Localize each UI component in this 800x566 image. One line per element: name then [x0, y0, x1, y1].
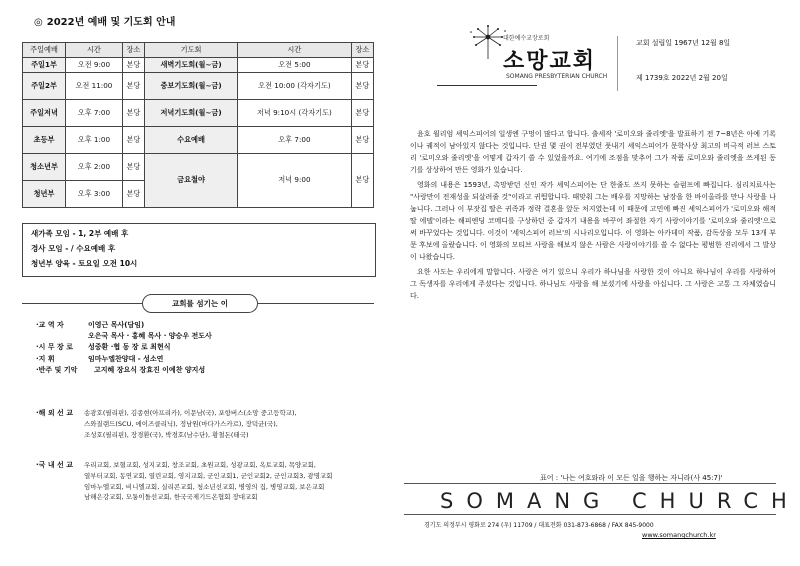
- worship-time: 오전 11:00: [66, 73, 123, 100]
- schedule-table: [22, 42, 374, 208]
- col-header: 시간: [238, 43, 352, 58]
- mission-line: 송광호(필리핀), 김종현(아프리카), 이문남(국), 포항버스(소망 중고등학교),: [84, 409, 297, 417]
- servants-list: [36, 320, 376, 376]
- mission-line: 임마누엘교회, 비니엘교회, 실리콘교회, 청소년선교회, 병영의 집, 병영교회, 보은교회: [84, 482, 325, 491]
- worship-name: 주일2부: [23, 73, 66, 100]
- mission-line: 남해은강교회, 모퉁이돌선교회, 한국국제기드온협회 장대교회: [84, 492, 258, 501]
- prayer-time: 오전 10:00 (각자기도): [238, 73, 352, 100]
- sermon-text: [410, 128, 776, 305]
- prayer-time: 저녁 9:00: [238, 154, 352, 208]
- schedule-title: ◎ 2022년 예배 및 기도회 안내: [34, 17, 176, 28]
- event-item: 경사 모임 - / 수요예배 후: [31, 244, 116, 253]
- col-header: 주일예배: [23, 43, 66, 58]
- prayer-name: 금요철야: [145, 154, 238, 208]
- worship-name: 주일1부: [23, 58, 66, 73]
- col-header: 기도회: [145, 43, 238, 58]
- servant-row: ·반주 및 기악 고지혜 장요식 장효진 이예찬 양지성: [36, 365, 206, 374]
- worship-name: 초등부: [23, 127, 66, 154]
- mission-line: 스와질랜드(SCU, 에이즈클리닉), 정남원(마다가스카르), 장덕균(국),: [84, 420, 278, 429]
- church-name-banner: SOMANG CHURCH: [440, 489, 800, 513]
- target-icon: ◎: [34, 17, 43, 28]
- paragraph: 윤호 윌리엄 셰익스피어의 일생엔 구멍이 많다고 합니다. 출세작 '로미오와 줄리엣'을 발표하기 전 7~8년은 아예 기록이나 궤적이 남아있지 않다는 것입니다. 단권 몇 권이 전부였던 풋내기 셰익스피어가 문학사상 최고의 비극적 러브 스토리 '로미오와 줄리엣'을 어떻게 갑자기 쓸 수 있었을까요. 여기에 조점을 맞추어 그가 작품 로미오와 줄리엣을 쓰게된 동기를 상상하여 만든 영화가 있습니다.: [410, 130, 776, 175]
- prayer-time: 오후 7:00: [238, 127, 352, 154]
- worship-place: 본당: [122, 127, 144, 154]
- dandelion-logo-icon: [468, 25, 508, 61]
- denomination: 대한예수교장로회: [503, 35, 550, 42]
- church-logo-text: 소망교회: [503, 49, 597, 74]
- divider: [404, 514, 776, 515]
- worship-place: 본당: [122, 100, 144, 127]
- worship-place: 본당: [122, 154, 144, 181]
- prayer-place: 본당: [351, 154, 373, 208]
- divider: [617, 36, 618, 91]
- worship-time: 오후 2:00: [66, 154, 123, 181]
- prayer-place: 본당: [351, 58, 373, 73]
- worship-name: 청소년부: [23, 154, 66, 181]
- overseas-missions: ·해 외 선 교 송광호(필리핀), 김종현(아프리카), 이문남(국), 포항버스(소망 중고등학교), 스와질랜드(SCU, 에이즈클리닉), 정남원(마다가스카르), 장덕균(국), 조성호(필리핀), 장경환(국), 박경호(남수단), 황철돈(태국): [36, 409, 297, 439]
- col-header: 시간: [66, 43, 123, 58]
- church-english-name: SOMANG PRESBYTERIAN CHURCH: [506, 73, 608, 80]
- prayer-name: 저녁기도회(월~금): [145, 100, 238, 127]
- worship-time: 오후 7:00: [66, 100, 123, 127]
- website-link[interactable]: www.somangchurch.kr: [642, 531, 716, 539]
- prayer-place: 본당: [351, 73, 373, 100]
- events-box: [22, 223, 376, 277]
- paragraph: 요한 사도는 우리에게 말합니다. 사랑은 여기 있으니 우리가 하나님을 사랑한 것이 아니요 하나님이 우리를 사랑하여 그 독생자를 우리에게 주셨다는 것입니다. 하나님도 사랑을 해 보셨기에 사랑을 아십니다. 그 사랑은 고통 그 자체였습니다.: [410, 268, 776, 301]
- worship-time: 오후 1:00: [66, 127, 123, 154]
- worship-time: 오전 9:00: [66, 58, 123, 73]
- divider: [404, 483, 776, 484]
- mission-line: 우리교회, 보혈교회, 성지교회, 창조교회, 초원교회, 성광교회, 옥토교회, 목양교회,: [84, 461, 316, 469]
- mission-line: 열부터교회, 동연교회, 열린교회, 영지교회, 군인교회1, 군인교회2, 군인교회3, 광명교회: [84, 472, 333, 481]
- prayer-name: 수요예배: [145, 127, 238, 154]
- prayer-time: 저녁 9:10시 (각자기도): [238, 100, 352, 127]
- worship-place: 본당: [122, 58, 144, 73]
- col-header: 장소: [122, 43, 144, 58]
- worship-time: 오후 3:00: [66, 181, 123, 208]
- servant-row: ·지 휘 임마누엘찬양대 - 성소연: [36, 354, 164, 363]
- prayer-name: 중보기도회(월~금): [145, 73, 238, 100]
- domestic-missions: ·국 내 선 교 우리교회, 보혈교회, 성지교회, 창조교회, 초원교회, 성광교회, 옥토교회, 목양교회, 열부터교회, 동연교회, 열린교회, 영지교회, 군인교회1, 군인교회2, 군인교회3, 광명교회 임마누엘교회, 비니엘교회, 실리콘교회, 청소년선교회, 병영의 집, 병영교회, 보은교회 남해은강교회, 모퉁이돌선교회, 한국국제기드온협회 장대교회: [36, 461, 333, 501]
- worship-name: 주일저녁: [23, 100, 66, 127]
- worship-name: 청년부: [23, 181, 66, 208]
- prayer-time: 오전 5:00: [238, 58, 352, 73]
- address: 경기도 의정부시 평화로 274 (우) 11709 / 대표전화 031-873-6868 / FAX 845-9000: [424, 522, 654, 529]
- prayer-place: 본당: [351, 100, 373, 127]
- mission-line: 조성호(필리핀), 장경환(국), 박경호(남수단), 황철돈(태국): [84, 430, 249, 439]
- established-date: 교회 설립일 1967년 12월 8일: [636, 39, 731, 47]
- prayer-name: 새벽기도회(월~금): [145, 58, 238, 73]
- paragraph: 영화의 내용은 1593년, 촉망받던 신인 작가 셰익스피어는 단 한줄도 쓰지 못하는 슬럼프에 빠집니다. 심리치료사는 "사랑만이 전재성을 되살려줄 것"이라고 귀띔합니다. 때맞춰 그는 배우를 지망하는 남장을 한 바이올라를 만나 사랑을 나눕니다. 그러나 이 부잣집 딸은 귀족과 정략 결혼을 앞둔 처지였는데 이 때문에 고민에 빠진 셰익스피어가 '로미오와 해적 딸 에델'이라는 해피엔딩 코메디를 구상하던 중 갑자기 내용을 바꾸어 좌절한 자기 사랑이야기를 '로미오와 줄리엣'으로써 바꾸었다는 것입니다. 이것이 '세익스피어 러브'의 시나리오입니다. 이 영화는 아카데미 작품, 감독상을 모두 13개 부문 후보에 올랐습니다. 이 영화의 모티브 사랑을 해보지 않은 사람은 사랑이야기를 쓸 수 없다는 평범한 진리에서 그 발상이 나왔습니다.: [410, 181, 776, 262]
- event-item: 청년부 양육 - 토요일 오전 10시: [31, 259, 138, 268]
- servants-title: 교회를 섬기는 이: [142, 294, 258, 313]
- worship-place: 본당: [122, 73, 144, 100]
- col-header: 장소: [351, 43, 373, 58]
- servant-row: ·시 무 장 로 성중환 ·협 동 장 로 최현식: [36, 343, 171, 352]
- worship-place: 본당: [122, 181, 144, 208]
- servant-row: ·교 역 자 이영근 목사(담임): [36, 321, 145, 329]
- motto: 표어 : '나는 여호와라 이 모든 일을 행하는 자니라(사 45:7)': [540, 474, 723, 482]
- issue-number: 제 1739호 2022년 2월 20일: [636, 74, 728, 82]
- event-item: 새가족 모임 - 1, 2부 예배 후: [31, 229, 129, 238]
- servant-row: 오은국 목사 · 홍혜 목사 · 양승우 전도사: [88, 332, 212, 341]
- prayer-place: 본당: [351, 127, 373, 154]
- divider: [437, 85, 537, 86]
